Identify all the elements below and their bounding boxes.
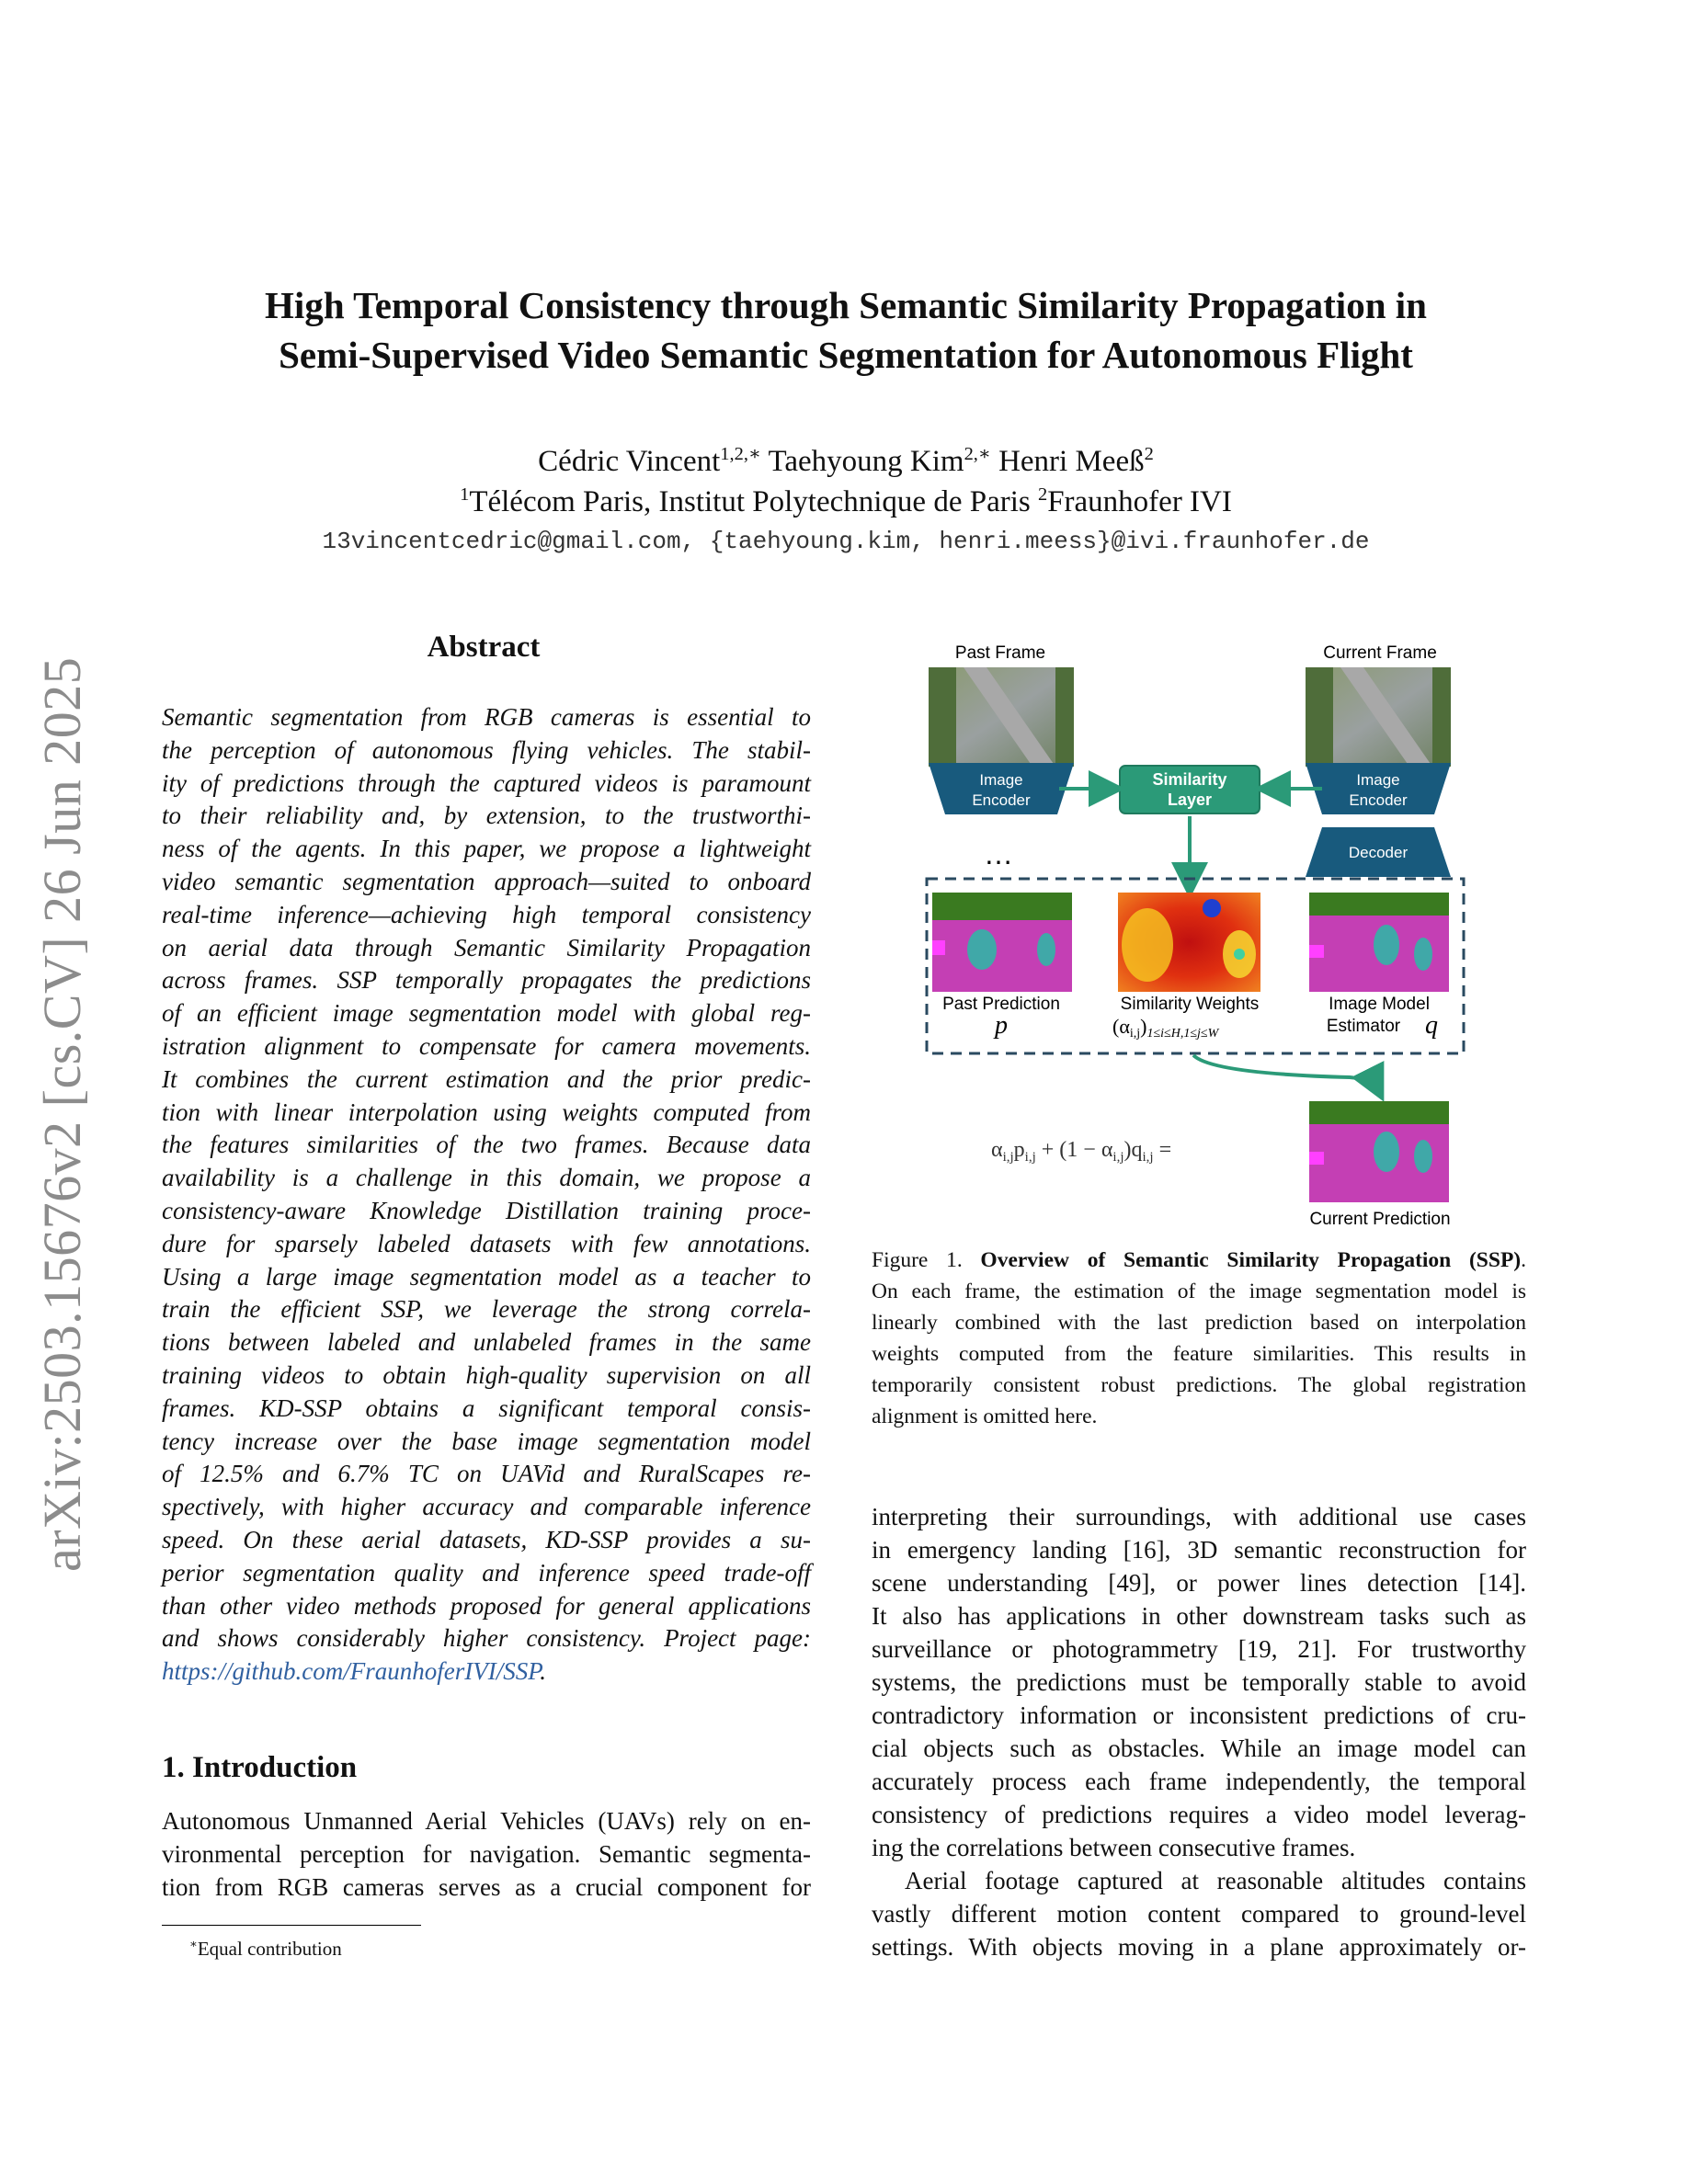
abstract-line: across frames. SSP temporally propagates the predictions xyxy=(162,966,811,995)
abstract-body xyxy=(162,701,811,1689)
past-prediction-symbol: p xyxy=(995,1011,1008,1040)
figure-caption xyxy=(872,1245,1526,1432)
abstract-line: tion with linear interpolation using weights computed from xyxy=(162,1098,811,1126)
similarity-layer xyxy=(1120,766,1260,813)
footnote-text: Equal contribution xyxy=(197,1938,342,1960)
intro-line: It also has applications in other downstream tasks such as xyxy=(872,1602,1526,1630)
abstract-line: availability is a challenge in this domain, we propose a xyxy=(162,1164,811,1192)
arxiv-identifier: arXiv:2503.15676v2 [cs.CV] 26 Jun 2025 xyxy=(32,656,92,1572)
intro-line: vironmental perception for navigation. Semantic segmenta- xyxy=(162,1840,811,1868)
past-prediction-label: Past Prediction xyxy=(942,995,1060,1014)
affil-marker: 1 xyxy=(460,484,470,505)
abstract-line: on aerial data through Semantic Similarity Propagation xyxy=(162,933,811,961)
abstract-line: of 12.5% and 6.7% TC on UAVid and RuralScapes re- xyxy=(162,1460,811,1488)
affil-marker: 2 xyxy=(1037,484,1048,505)
figure-1 xyxy=(872,632,1478,1230)
ellipsis: … xyxy=(984,837,1013,870)
intro-line: Aerial footage captured at reasonable altitudes contains xyxy=(905,1867,1526,1894)
author-list xyxy=(147,441,1545,482)
abstract-line: train the efficient SSP, we leverage the strong correla- xyxy=(162,1295,811,1324)
title-line: High Temporal Consistency through Semantic Similarity Propagation in xyxy=(265,284,1427,326)
caption-line: linearly combined with the last prediction based on interpolation xyxy=(872,1311,1526,1335)
author-emails: 13vincentcedric@gmail.com, {taehyoung.kim, henri.meess}@ivi.fraunhofer.de xyxy=(322,528,1370,555)
intro-line: in emergency landing [16], 3D semantic reconstruction for xyxy=(872,1536,1526,1564)
decoder-label: Decoder xyxy=(1348,844,1409,861)
intro-line: scene understanding [49], or power lines detection [14]. xyxy=(872,1569,1526,1597)
intro-line: settings. With objects moving in a plane approximately or- xyxy=(872,1933,1526,1961)
project-page-link[interactable]: https://github.com/FraunhoferIVI/SSP xyxy=(162,1657,541,1686)
title-line: Semi-Supervised Video Semantic Segmentation for Autonomous Flight xyxy=(279,334,1413,376)
interpolation-formula: $\alpha_{i,j}p_{i,j} + (1 - \alpha_{i,j})q_{i,j}$ = xyxy=(991,1138,1172,1165)
abstract-line: istration alignment to compensate for camera movements. xyxy=(162,1031,811,1060)
current-prediction-label: Current Prediction xyxy=(1309,1210,1451,1229)
abstract-lines xyxy=(162,701,811,1655)
past-frame-label: Past Frame xyxy=(954,643,1046,663)
similarity-weights-symbol: (αi,j)1≤i≤H,1≤j≤W xyxy=(1112,1015,1219,1041)
affiliation: Fraunhofer IVI xyxy=(1047,485,1232,518)
caption-prefix: Figure 1. xyxy=(872,1248,981,1272)
intro-line: interpreting their surroundings, with additional use cases xyxy=(872,1503,1526,1530)
intro-line: systems, the predictions must be temporally stable to avoid xyxy=(872,1668,1526,1696)
intro-line: surveillance or photogrammetry [19, 21]. For trustworthy xyxy=(872,1635,1526,1663)
image-model-label: Image Model xyxy=(1329,995,1430,1014)
image-encoder-right xyxy=(1306,763,1451,814)
author-name: Henri Meeß xyxy=(990,445,1145,478)
abstract-line: speed. On these aerial datasets, KD-SSP provides a su- xyxy=(162,1525,811,1553)
footnote xyxy=(189,1938,342,1961)
affiliations xyxy=(147,482,1545,522)
decoder xyxy=(1306,827,1451,877)
intro-right-column xyxy=(872,1500,1526,1963)
abstract-line: spectively, with higher accuracy and comparable inference xyxy=(162,1493,811,1521)
abstract-line: real-time inference—achieving high temporal consistency xyxy=(162,900,811,928)
encoder-label: Encoder xyxy=(972,791,1031,809)
footnote-rule xyxy=(162,1925,421,1926)
arrow xyxy=(1193,1055,1379,1092)
author-affil-marker: 2 xyxy=(1144,444,1154,464)
intro-line: ing the correlations between consecutive frames. xyxy=(872,1834,1356,1861)
image-encoder-left xyxy=(929,763,1074,814)
abstract-last-line xyxy=(162,1655,811,1689)
intro-line: accurately process each frame independently, the temporal xyxy=(872,1768,1526,1795)
current-frame-label: Current Frame xyxy=(1323,643,1437,663)
intro-line: Autonomous Unmanned Aerial Vehicles (UAVs) rely on en- xyxy=(162,1807,811,1835)
abstract-line: than other video methods proposed for general applications xyxy=(162,1591,811,1620)
intro-line: tion from RGB cameras serves as a crucial component for xyxy=(162,1873,811,1901)
section-heading: 1. Introduction xyxy=(162,1751,358,1784)
abstract-line: to their reliability and, by extension, to the trustworthi- xyxy=(162,802,811,830)
abstract-line: and shows considerably higher consistency. Project page: xyxy=(162,1624,811,1653)
abstract-line: dure for sparsely labeled datasets with few annotations. xyxy=(162,1229,811,1257)
abstract-line: tency increase over the base image segmentation model xyxy=(162,1427,811,1455)
encoder-label: Image xyxy=(979,771,1023,789)
encoder-label: Image xyxy=(1356,771,1400,789)
current-frame-image xyxy=(1306,667,1451,767)
similarity-weights-label: Similarity Weights xyxy=(1120,995,1260,1014)
author-name: Taehyoung Kim xyxy=(760,445,964,478)
caption-line: temporarily consistent robust predictions. The global registration xyxy=(872,1373,1526,1397)
abstract-end: . xyxy=(540,1657,546,1686)
caption-lines xyxy=(872,1276,1526,1432)
paper-title xyxy=(147,280,1545,380)
image-model-symbol: q xyxy=(1425,1011,1438,1040)
similarity-weights-heatmap xyxy=(1118,893,1260,992)
abstract-line: frames. KD-SSP obtains a significant temporal consis- xyxy=(162,1393,811,1422)
intro-line: cial objects such as obstacles. While an image model can xyxy=(872,1735,1526,1762)
past-frame-image xyxy=(929,667,1074,767)
author-affil-marker: 1,2,∗ xyxy=(720,444,761,464)
abstract-line: tions between labeled and unlabeled frames in the same xyxy=(162,1328,811,1357)
abstract-line: consistency-aware Knowledge Distillation training proce- xyxy=(162,1196,811,1224)
ssp-diagram xyxy=(872,632,1478,1230)
abstract-line: of an efficient image segmentation model with global reg- xyxy=(162,999,811,1028)
author-name: Cédric Vincent xyxy=(538,445,721,478)
caption-line: alignment is omitted here. xyxy=(872,1405,1098,1428)
similarity-label: Layer xyxy=(1167,791,1213,809)
abstract-line: Semantic segmentation from RGB cameras is essential to xyxy=(162,703,811,731)
caption-line: weights computed from the feature similarities. This results in xyxy=(872,1342,1526,1366)
similarity-label: Similarity xyxy=(1152,770,1227,789)
abstract-heading: Abstract xyxy=(427,631,541,664)
caption-line: On each frame, the estimation of the image segmentation model is xyxy=(872,1280,1526,1303)
author-affil-marker: 2,∗ xyxy=(964,444,991,464)
image-model-label: Estimator xyxy=(1326,1017,1401,1036)
intro-line: consistency of predictions requires a video model leverag- xyxy=(872,1801,1526,1828)
abstract-line: perior segmentation quality and inference speed trade-off xyxy=(162,1558,811,1587)
intro-line: vastly different motion content compared to ground-level xyxy=(872,1900,1526,1928)
intro-line: contradictory information or inconsistent predictions of cru- xyxy=(872,1701,1526,1729)
intro-left-column xyxy=(162,1804,811,1904)
abstract-line: Using a large image segmentation model as a teacher to xyxy=(162,1262,811,1291)
caption-title: Overview of Semantic Similarity Propagation (SSP) xyxy=(980,1248,1522,1272)
abstract-line: ity of predictions through the captured videos is paramount xyxy=(162,768,811,797)
abstract-line: video semantic segmentation approach—suited to onboard xyxy=(162,867,811,895)
encoder-label: Encoder xyxy=(1349,791,1408,809)
abstract-line: the perception of autonomous flying vehicles. The stabil- xyxy=(162,735,811,764)
footnote-mark: ∗ xyxy=(189,1937,198,1951)
caption-first-line: Figure 1. Overview of Semantic Similarity Propagation (SSP). xyxy=(872,1248,1526,1272)
current-prediction-image xyxy=(1309,1101,1449,1202)
image-model-estimation-image xyxy=(1309,893,1449,992)
affiliation: Télécom Paris, Institut Polytechnique de Paris xyxy=(469,485,1038,518)
abstract-line: It combines the current estimation and the prior predic- xyxy=(162,1064,811,1093)
abstract-line: the features similarities of the two frames. Because data xyxy=(162,1131,811,1159)
abstract-line: training videos to obtain high-quality supervision on all xyxy=(162,1360,811,1389)
past-prediction-image xyxy=(932,893,1072,992)
abstract-line: ness of the agents. In this paper, we propose a lightweight xyxy=(162,835,811,863)
